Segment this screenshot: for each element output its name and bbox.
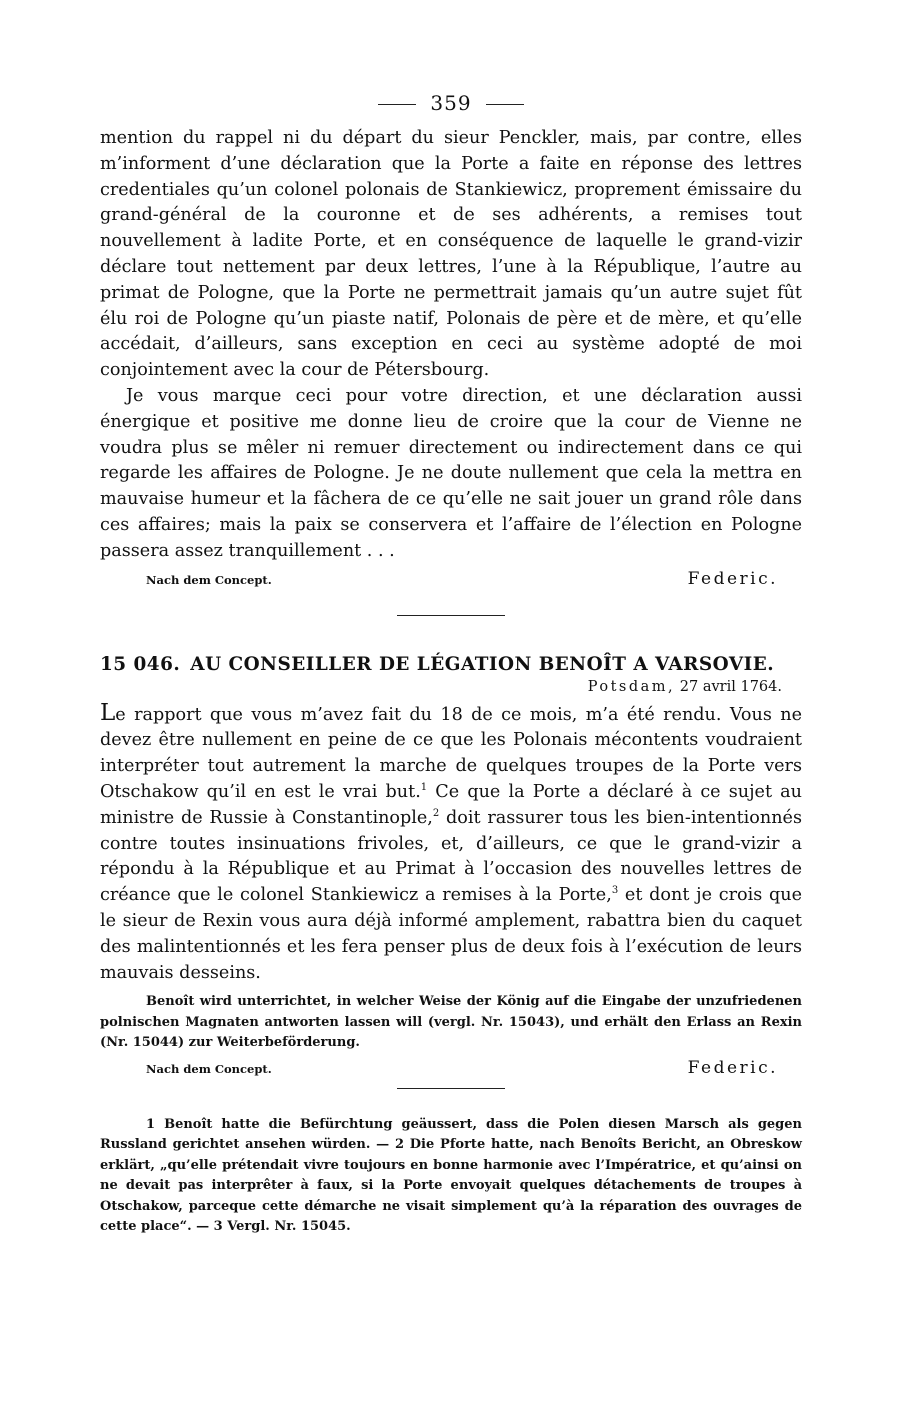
footnote-ref-2: 2 [432,807,440,819]
signature-row [100,569,802,589]
source-note: Nach dem Concept. [146,572,272,587]
signature-2: Federic. [687,1057,778,1078]
header-dash-right [486,104,524,105]
dateline-place: Potsdam, [587,678,676,695]
initial-letter: L [100,699,116,726]
source-note-2: Nach dem Concept. [146,1061,272,1076]
footnotes: 1 Benoît hatte die Befürchtung geäussert, dass die Polen diesen Marsch als gegen Russland gerichtet ansehen würden. — 2 Die Pforte hatte, nach Benoîts Bericht, an Obreskow erklärt, „qu’elle prétendait vivre toujours en bonne harmonie avec l’Impératrice, et qu’ainsi on ne devait pas interprêter à faux, si la Porte envoyait quelques détachements de troupes à Otschakow, parceque cette démarche ne visait simplement qu’à la réparation des ouvrages de cette place“. — 3 Vergl. Nr. 15045. [100,1116,802,1235]
signature: Federic. [687,568,778,589]
page [100,88,802,1238]
letter-title: AU CONSEILLER DE LÉGATION BENOÎT A VARSOVIE. [190,653,775,675]
signature-row-2 [100,1058,802,1078]
letter-heading [100,654,802,675]
editorial-note: Benoît wird unterrichtet, in welcher Weise der König auf die Eingabe der unzufriedenen polnischen Magnaten antworten lassen will (vergl. Nr. 15043), und erhält den Erlass an Rexin (Nr. 15044) zur Weiterbeförderung. [100,994,802,1051]
footnote-ref-1: 1 [420,782,428,794]
letter-body-part-2: Ce que la Porte a déclaré à ce sujet au ministre de Russie à Constantinople, [100,781,802,828]
letter-body-part-1: e rapport que vous m’avez fait du 18 de ce mois, m’a été rendu. Vous ne devez être nullement en peine de ce que les Polonais mécontents voudraient interpréter tout autrement la marche de quelques troupes de la Porte vers Otschakow qu’il en est le vrai but. [100,704,802,802]
letter-number: 15 046. [100,653,181,675]
continuation-paragraph-2: Je vous marque ceci pour votre direction, et une déclaration aussi énergique et positive me donne lieu de croire que la cour de Vienne ne voudra plus se mêler ni remuer directement ou indirectement dans ce qui regarde les affaires de Pologne. Je ne doute nullement que cela la mettra en mauvaise humeur et la fâchera de ce qu’elle ne sait jouer un grand rôle dans ces affaires; mais la paix se conservera et l’affaire de l’élection en Pologne passera assez tranquillement . . . [100,385,802,561]
letter-body [100,701,802,987]
page-header [100,88,802,118]
continuation-paragraph-1: mention du rappel ni du départ du sieur Penckler, mais, par contre, elles m’informent d’une déclaration que la Porte a faite en réponse des lettres credentiales qu’un colonel polonais de Stankiewicz, proprement émissaire du grand-général de la couronne et de ses adhérents, a remises tout nouvellement à ladite Porte, et en conséquence de laquelle le grand-vizir déclare tout nettement par deux lettres, l’une à la République, l’autre au primat de Pologne, que la Porte ne permettrait jamais qu’un autre sujet fût élu roi de Pologne qu’un piaste natif, Polonais de père et de mère, et qu’elle accédait, d’ailleurs, sans exception en ceci au système adopté de moi conjointement avec la cour de Pétersbourg. [100,128,802,381]
letter-body-part-4: et dont je crois que le sieur de Rexin vous aura déjà informé amplement, rabattra bien du caquet des malintentionnés et les fera penser plus de deux fois à l’exécution de leurs mauvais desseins. [100,885,802,983]
footnote-ref-3: 3 [611,885,619,897]
page-number: 359 [430,91,472,115]
header-dash-left [378,104,416,105]
dateline-date: 27 avril 1764. [679,678,782,695]
letter-body-part-3: doit rassurer tous les bien-intentionnés contre toutes insinuations frivoles, et, d’ailleurs, ce que le grand-vizir a répondu à la République et au Primat à l’occasion des nouvelles lettres de créance que le colonel Stankiewicz a remises à la Porte, [100,807,802,906]
dateline [100,679,802,695]
